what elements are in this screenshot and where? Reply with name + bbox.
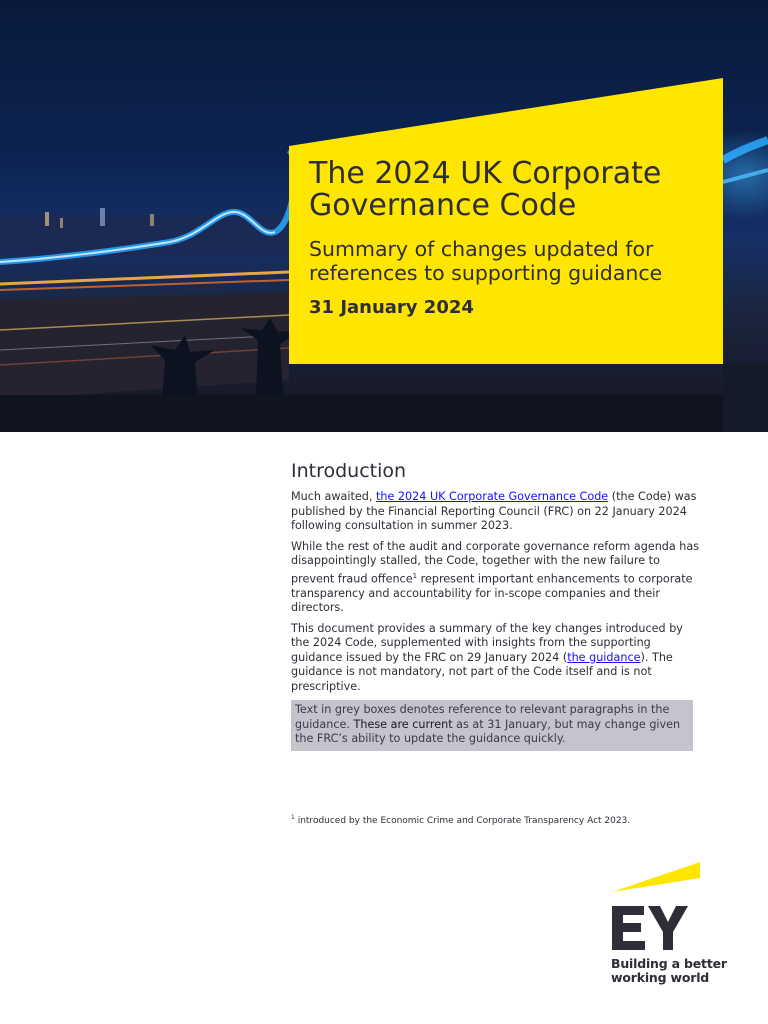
tagline-line: Building a better	[611, 956, 727, 971]
brand-tagline	[611, 957, 727, 985]
guidance-link[interactable]: the guidance	[567, 650, 641, 664]
paragraph-text: Much awaited,	[291, 490, 373, 503]
footnote	[291, 814, 630, 826]
section-heading: Introduction	[291, 460, 407, 482]
note-text: as at 31 January, but may change given the FRC’s ability to update the guidance quickly.	[295, 717, 681, 746]
footnote-ref: 1	[412, 571, 418, 580]
intro-paragraph-3	[291, 622, 703, 695]
paragraph-text: ). The guidance is not mandatory, not part of the Code itself and is not prescriptive.	[291, 650, 673, 693]
cover-title-block	[309, 158, 709, 318]
code-link[interactable]: the 2024 UK Corporate Governance Code	[376, 490, 609, 503]
note-text: These are current	[353, 717, 453, 731]
publication-date: 31 January 2024	[309, 297, 474, 318]
paragraph-text: (the Code) was published by the Financial Reporting Council (FRC) on 22 January 2024 following consultation in summer 2023.	[291, 490, 697, 532]
document-title: The 2024 UK Corporate Governance Code	[309, 156, 662, 223]
intro-paragraph-1	[291, 490, 703, 534]
paragraph-text: This document provides a summary of the key changes introduced by the 2024 Code, supplemented with insights from the supporting guidance issued by the FRC on 29 January 2024 (	[291, 621, 683, 664]
ey-beam-icon	[612, 862, 700, 892]
document-subtitle: Summary of changes updated for references to supporting guidance	[309, 237, 663, 285]
introduction-section	[291, 460, 703, 751]
footnote-number: 1	[291, 814, 295, 821]
paragraph-text: While the rest of the audit and corporate governance reform agenda has disappointingly stalled, the Code, together with the new failure to prevent fraud offence	[291, 539, 700, 586]
tagline-line: working world	[611, 970, 710, 985]
intro-paragraph-2	[291, 540, 703, 616]
footnote-text: introduced by the Economic Crime and Corporate Transparency Act 2023.	[297, 816, 631, 826]
grey-box-note	[291, 700, 693, 751]
paragraph-text: represent important enhancements to corporate transparency and accountability for in-scope companies and their directors.	[291, 572, 693, 615]
note-text: Text in grey boxes denotes reference to relevant paragraphs in the guidance.	[295, 703, 670, 731]
